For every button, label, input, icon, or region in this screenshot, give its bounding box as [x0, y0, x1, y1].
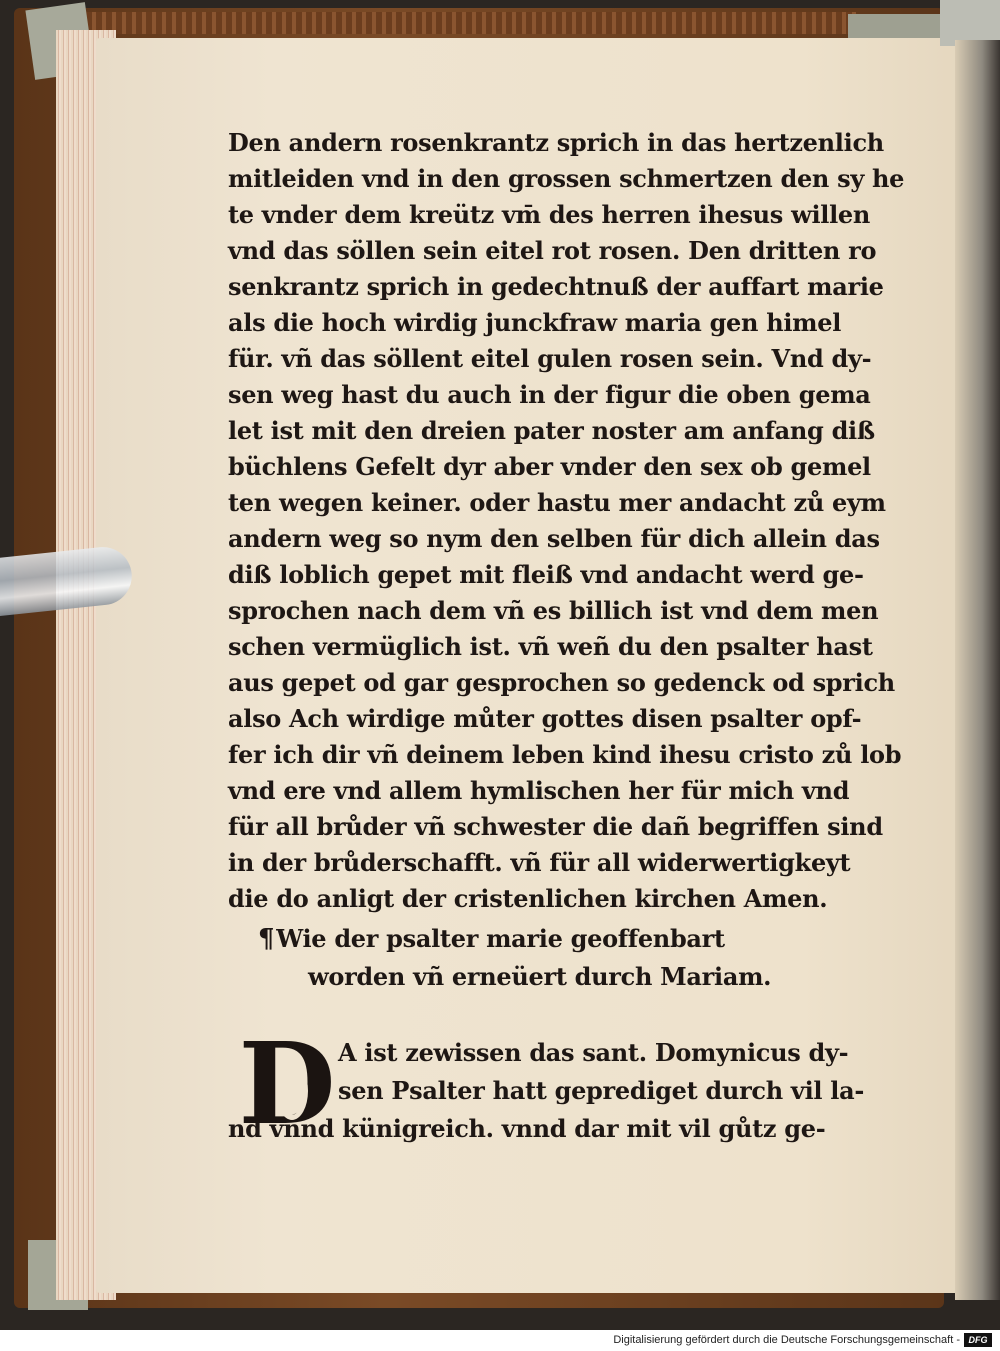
heading-line: Wie der psalter marie geoffenbart [276, 924, 725, 953]
text-line: für all brůder vñ schwester die dañ begriffen sind [228, 812, 883, 841]
text-line: also Ach wirdige můter gottes disen psalter opf- [228, 704, 862, 733]
text-line: die do anligt der cristenlichen kirchen Amen. [228, 884, 828, 913]
text-line: sprochen nach dem vñ es billich ist vnd dem men [228, 596, 879, 625]
text-line: vnd ere vnd allem hymlischen her für mich vnd [228, 776, 850, 805]
book-gutter [955, 40, 1000, 1300]
text-line: senkrantz sprich in gedechtnuß der auffart marie [228, 272, 884, 301]
text-line: te vnder dem kreütz vm̄ des herren ihesus willen [228, 200, 871, 229]
text-line: let ist mit den dreien pater noster am anfang diß [228, 416, 875, 445]
text-line: Den andern rosenkrantz sprich in das hertzenlich [228, 128, 884, 157]
text-line: in der brůderschafft. vñ für all widerwertigkeyt [228, 848, 851, 877]
text-line: diß loblich gepet mit fleiß vnd andacht werd ge- [228, 560, 864, 589]
text-line: sen Psalter hatt geprediget durch vil la- [338, 1076, 864, 1105]
text-line: ten wegen keiner. oder hastu mer andacht zů eym [228, 488, 886, 517]
text-line: A ist zewissen das sant. Domynicus dy- [338, 1038, 849, 1067]
funding-credit: Digitalisierung gefördert durch die Deutsche Forschungsgemeinschaft - [613, 1334, 960, 1346]
text-line: vnd das söllen sein eitel rot rosen. Den dritten ro [228, 236, 877, 265]
text-line: schen vermüglich ist. vñ weñ du den psalter hast [228, 632, 873, 661]
text-line: nd vnnd künigreich. vnnd dar mit vil gůtz ge- [228, 1114, 826, 1143]
text-line: aus gepet od gar gesprochen so gedenck od sprich [228, 668, 895, 697]
text-line: andern weg so nym den selben für dich allein das [228, 524, 880, 553]
text-line: fer ich dir vñ deinem leben kind ihesu cristo zů lob [228, 740, 902, 769]
footer-bar [0, 1330, 1000, 1351]
text-line: sen weg hast du auch in der figur die oben gema [228, 380, 871, 409]
heading-line: worden vñ erneüert durch Mariam. [308, 962, 772, 991]
text-line: büchlens Gefelt dyr aber vnder den sex ob gemel [228, 452, 871, 481]
dfg-logo: DFG [964, 1333, 992, 1347]
decorated-initial: D [232, 1030, 342, 1140]
pilcrow-mark: ¶ [258, 924, 275, 954]
text-line: mitleiden vnd in den grossen schmertzen den sy he [228, 164, 905, 193]
section-heading [258, 922, 725, 956]
text-line: für. vñ das söllent eitel gulen rosen sein. Vnd dy- [228, 344, 872, 373]
cover-edge [36, 12, 856, 34]
text-line: als die hoch wirdig junckfraw maria gen himel [228, 308, 842, 337]
